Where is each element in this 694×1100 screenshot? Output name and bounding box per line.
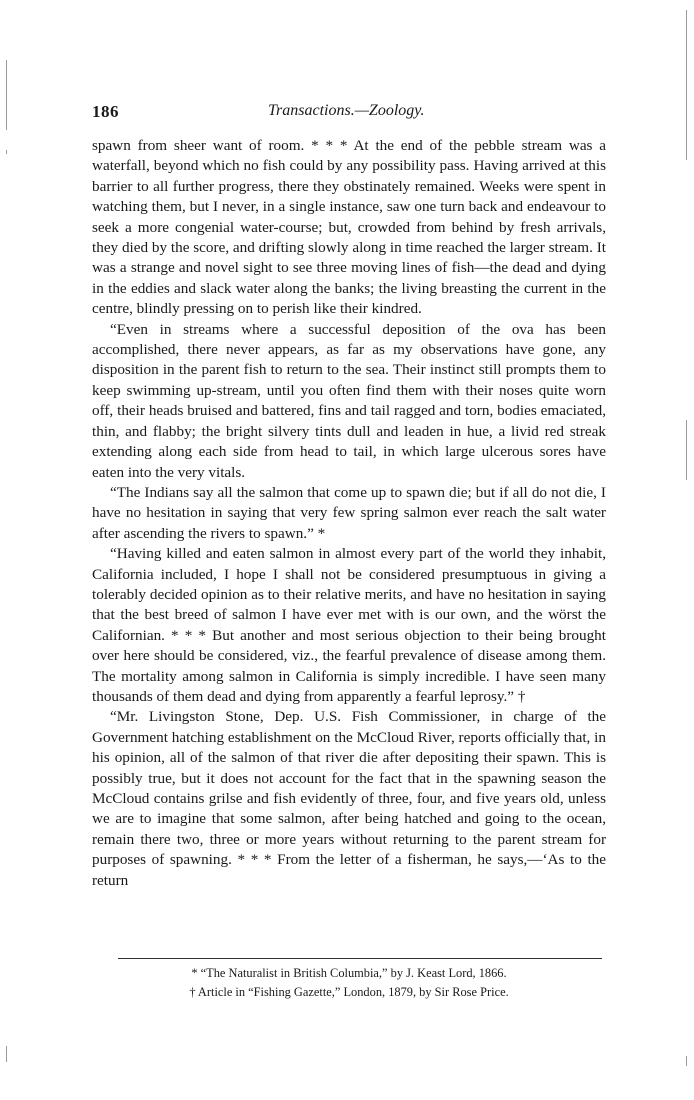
running-title: Transactions.—Zoology.	[268, 102, 425, 119]
footnote: † Article in “Fishing Gazette,” London, 1879, by Sir Rose Price.	[189, 985, 509, 999]
running-head	[92, 102, 606, 126]
page-number: 186	[92, 102, 119, 121]
paragraph: “Even in streams where a successful deposition of the ova has been accomplished, there never appears, as far as my observations have gone, any disposition in the parent fish to return to the sea. Their instinct still prompts them to keep swimming up-stream, until you often find them with their noses quite worn off, their heads bruised and battered, fins and tail ragged and torn, bodies emaciated, thin, and flabby; the bright silvery tints dull and leaden in hue, a livid red streak extending along each side from head to tail, in which large ulcerous sores have eaten into the very vitals.	[92, 320, 606, 481]
paragraph: “Mr. Livingston Stone, Dep. U.S. Fish Commissioner, in charge of the Government hatching establishment on the McCloud River, reports officially that, in his opinion, all of the salmon of that river die after depositing their spawn. This is possibly true, but it does not account for the fact that in the spawning season the McCloud contains grilse and fish evidently of three, four, and five years old, unless we are to imagine that some salmon, after being hatched and going to the ocean, remain there two, three or more years without returning to the parent stream for purposes of spawning. * * * From the letter of a fisherman, he says,—‘As to the return	[92, 708, 606, 889]
right-edge-mark	[686, 10, 687, 160]
left-edge-mark	[6, 150, 7, 154]
right-edge-mark	[686, 1056, 687, 1066]
footnotes	[92, 964, 606, 1002]
footnote-divider	[118, 958, 602, 959]
paragraph: “The Indians say all the salmon that come up to spawn die; but if all do not die, I have no hesitation in saying that very few spring salmon ever reach the salt water after ascending the rivers to spawn.” *	[92, 483, 606, 542]
footnote: * “The Naturalist in British Columbia,” by J. Keast Lord, 1866.	[191, 966, 507, 980]
paragraph: “Having killed and eaten salmon in almost every part of the world they inhabit, California included, I hope I shall not be considered presumptuous in giving a tolerably decided opinion as to their relative merits, and have no hesitation in saying that the best breed of salmon I have ever met with is our own, and the wörst the Californian. * * * But another and most serious objection to their being brought over here should be considered, viz., the fearful prevalence of disease among them. The mortality among salmon in California is simply incredible. I have seen many thousands of them dead and dying from apparently a fearful leprosy.” †	[92, 545, 606, 705]
body-text	[92, 136, 606, 891]
left-edge-mark	[6, 60, 7, 130]
left-edge-mark	[6, 1046, 7, 1062]
right-edge-mark	[686, 420, 687, 480]
paragraph: spawn from sheer want of room. * * * At the end of the pebble stream was a waterfall, beyond which no fish could by any possibility pass. Having arrived at this barrier to all further progress, there they obstinately remained. Weeks were spent in watching them, but I never, in a single instance, saw one turn back and endeavour to seek a more congenial water-course; but, crowded from behind by fresh arrivals, they died by the score, and drifting slowly along in time reached the larger stream. It was a strange and novel sight to see three moving lines of fish—the dead and dying in the eddies and slack water along the banks; the living breasting the current in the centre, blindly pressing on to perish like their kindred.	[92, 137, 606, 318]
